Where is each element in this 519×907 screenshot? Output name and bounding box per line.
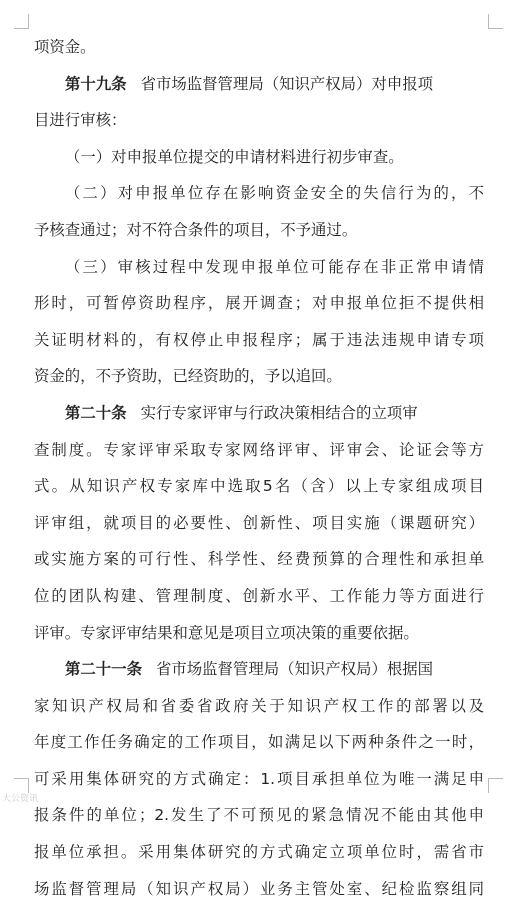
crop-mark-top-left	[14, 14, 29, 29]
text-line: 形时，可暂停资助程序，展开调查；对申报单位拒不提供相	[34, 294, 484, 313]
text-line: 可采用集体研究的方式确定：1.项目承担单位为唯一满足申	[34, 769, 484, 788]
text-line: 式。从知识产权专家库中选取5名（含）以上专家组成项目	[34, 477, 484, 496]
watermark: 大公资讯	[2, 794, 39, 804]
text-line: 项资金。	[34, 38, 96, 56]
text-line: 查制度。专家评审采取专家网络评审、评审会、论证会等方	[34, 440, 484, 459]
text-line: （一）对申报单位提交的申请材料进行初步审查。	[65, 147, 404, 166]
text-line: 评审组，就项目的必要性、创新性、项目实施（课题研究）	[34, 513, 484, 532]
text-line: 位的团队构建、管理制度、创新水平、工作能力等方面进行	[34, 586, 484, 605]
text-line: （二）对申报单位存在影响资金安全的失信行为的，不	[65, 184, 484, 203]
article-21-text: 省市场监督管理局（知识产权局）根据国	[155, 660, 434, 679]
article-20-heading: 第二十条	[65, 403, 127, 422]
text-line: 场监督管理局（知识产权局）业务主管处室、纪检监察组同	[34, 879, 484, 898]
text-line: 评审。专家评审结果和意见是项目立项决策的重要依据。	[34, 623, 419, 642]
article-19-text: 省市场监督管理局（知识产权局）对申报项	[140, 74, 434, 93]
article-21-heading: 第二十一条	[65, 660, 142, 679]
crop-mark-top-right	[488, 14, 503, 29]
text-line: 资金的，不予资助，已经资助的，予以追回。	[34, 367, 342, 386]
article-20-text: 实行专家评审与行政决策相结合的立项审	[140, 403, 418, 422]
text-line: 年度工作任务确定的工作项目，如满足以下两种条件之一时，	[34, 733, 484, 752]
text-line: 予核查通过；对不符合条件的项目，不予通过。	[34, 220, 358, 239]
text-line: 关证明材料的，有权停止申报程序；属于违法违规申请专项	[34, 330, 484, 349]
article-21-first-line	[34, 651, 484, 688]
text-line: 目进行审核：	[34, 111, 127, 130]
document-body	[34, 29, 484, 907]
text-line: （三）审核过程中发现申报单位可能存在非正常申请情	[65, 257, 484, 276]
text-line: 报单位承担。采用集体研究的方式确定立项单位时，需省市	[34, 843, 484, 862]
article-19-heading: 第十九条	[65, 74, 127, 93]
text-line: 家知识产权局和省委省政府关于知识产权工作的部署以及	[34, 696, 484, 715]
article-19-first-line	[34, 66, 484, 103]
text-line: 或实施方案的可行性、科学性、经费预算的合理性和承担单	[34, 550, 484, 569]
article-20-first-line	[34, 395, 484, 432]
text-line: 报条件的单位；2.发生了不可预见的紧急情况不能由其他申	[34, 806, 484, 825]
crop-mark-bottom-right	[488, 778, 503, 793]
